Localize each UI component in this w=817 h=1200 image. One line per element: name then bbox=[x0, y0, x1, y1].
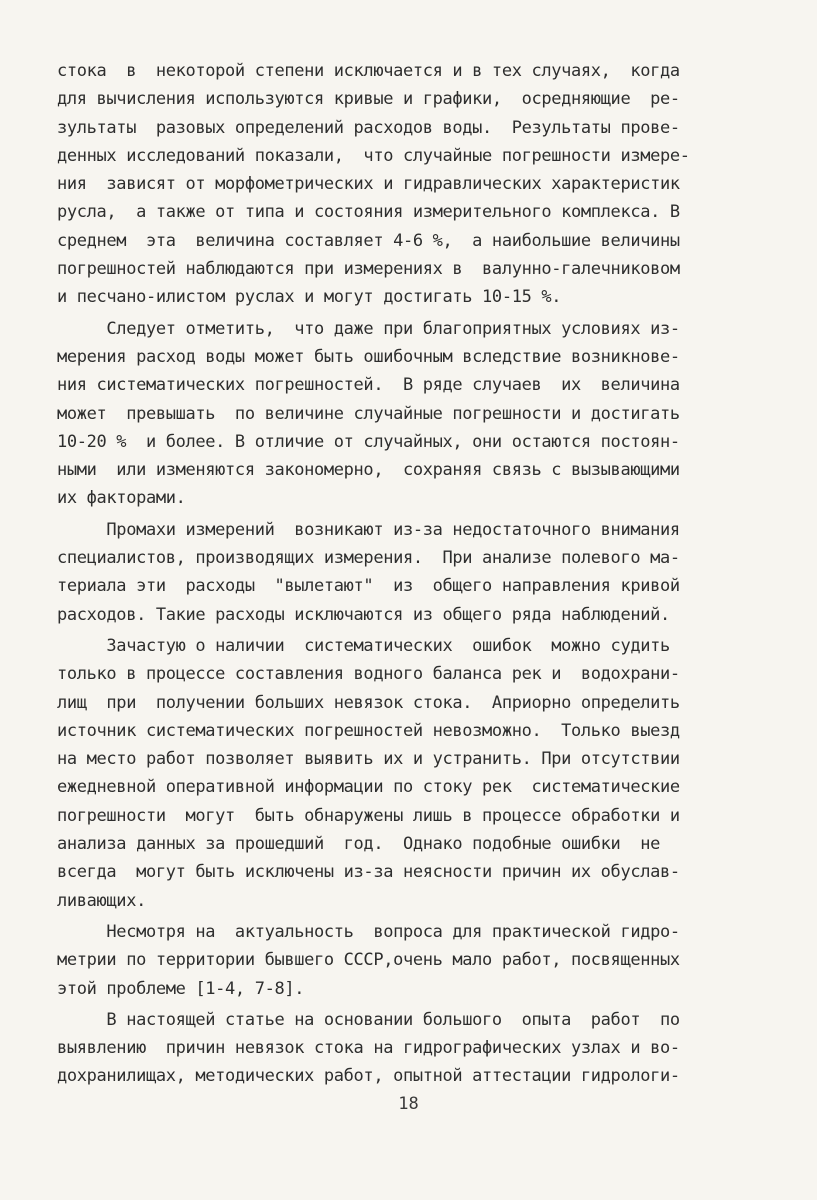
text-line: ными или изменяются закономерно, сохраняя связь с вызывающими bbox=[57, 460, 680, 481]
text-line: Зачастую о наличии систематических ошибок можно судить bbox=[57, 635, 670, 656]
text-line: Промахи измерений возникают из-за недостаточного внимания bbox=[57, 519, 680, 540]
text-line: 10-20 % и более. В отличие от случайных, они остаются постоян- bbox=[57, 431, 680, 452]
text-line: источник систематических погрешностей невозможно. Только выезд bbox=[57, 720, 680, 741]
text-line: для вычисления используются кривые и графики, осредняющие ре- bbox=[57, 89, 680, 110]
text-line: дохранилищах, методических работ, опытной аттестации гидрологи- bbox=[57, 1066, 680, 1087]
text-line: ния систематических погрешностей. В ряде случаев их величина bbox=[57, 375, 680, 396]
text-line: этой проблеме [1-4, 7-8]. bbox=[57, 978, 305, 999]
text-line: ежедневной оперативной информации по стоку рек систематические bbox=[57, 777, 680, 798]
text-line: стока в некоторой степени исключается и в тех случаях, когда bbox=[57, 61, 680, 81]
text-line: ния зависят от морфометрических и гидравлических характеристик bbox=[57, 174, 680, 195]
text-line: выявлению причин невязок стока на гидрографических узлах и во- bbox=[57, 1038, 680, 1059]
text-line: их факторами. bbox=[57, 488, 186, 509]
text-line: погрешностей наблюдаются при измерениях в валунно-галечниковом bbox=[57, 259, 680, 280]
text-line: В настоящей статье на основании большого опыта работ по bbox=[57, 1009, 680, 1030]
text-line: русла, а также от типа и состояния измерительного комплекса. В bbox=[57, 202, 680, 223]
text-line: может превышать по величине случайные погрешности и достигать bbox=[57, 403, 680, 424]
text-line: денных исследований показали, что случайные погрешности измере- bbox=[57, 145, 690, 166]
text-line: и песчано-илистом руслах и могут достигать 10-15 %. bbox=[57, 287, 562, 308]
text-line: метрии по территории бывшего СССР,очень мало работ, посвященных bbox=[57, 950, 680, 971]
text-line: специалистов, производящих измерения. При анализе полевого ма- bbox=[57, 548, 680, 569]
text-line: только в процессе составления водного баланса рек и водохрани- bbox=[57, 664, 680, 685]
body-text bbox=[57, 57, 782, 1091]
text-line: погрешности могут быть обнаружены лишь в процессе обработки и bbox=[57, 805, 680, 826]
text-line: зультаты разовых определений расходов воды. Результаты прове- bbox=[57, 117, 680, 138]
text-line: среднем эта величина составляет 4-6 %, а наибольшие величины bbox=[57, 230, 680, 251]
text-line: расходов. Такие расходы исключаются из общего ряда наблюдений. bbox=[57, 604, 670, 625]
text-line: Следует отметить, что даже при благоприятных условиях из- bbox=[57, 318, 680, 339]
text-line: ливающих. bbox=[57, 890, 146, 911]
text-line: териала эти расходы "вылетают" из общего направления кривой bbox=[57, 576, 680, 597]
text-line: Несмотря на актуальность вопроса для практической гидро- bbox=[57, 921, 680, 942]
text-line: на место работ позволяет выявить их и устранить. При отсутствии bbox=[57, 749, 680, 770]
text-line: анализа данных за прошедший год. Однако подобные ошибки не bbox=[57, 834, 660, 855]
page-number: 18 bbox=[398, 1094, 419, 1114]
text-line: всегда могут быть исключены из-за неясности причин их обуслав- bbox=[57, 862, 680, 883]
text-line: мерения расход воды может быть ошибочным вследствие возникнове- bbox=[57, 346, 680, 367]
text-line: лищ при получении больших невязок стока. Априорно определить bbox=[57, 692, 680, 713]
